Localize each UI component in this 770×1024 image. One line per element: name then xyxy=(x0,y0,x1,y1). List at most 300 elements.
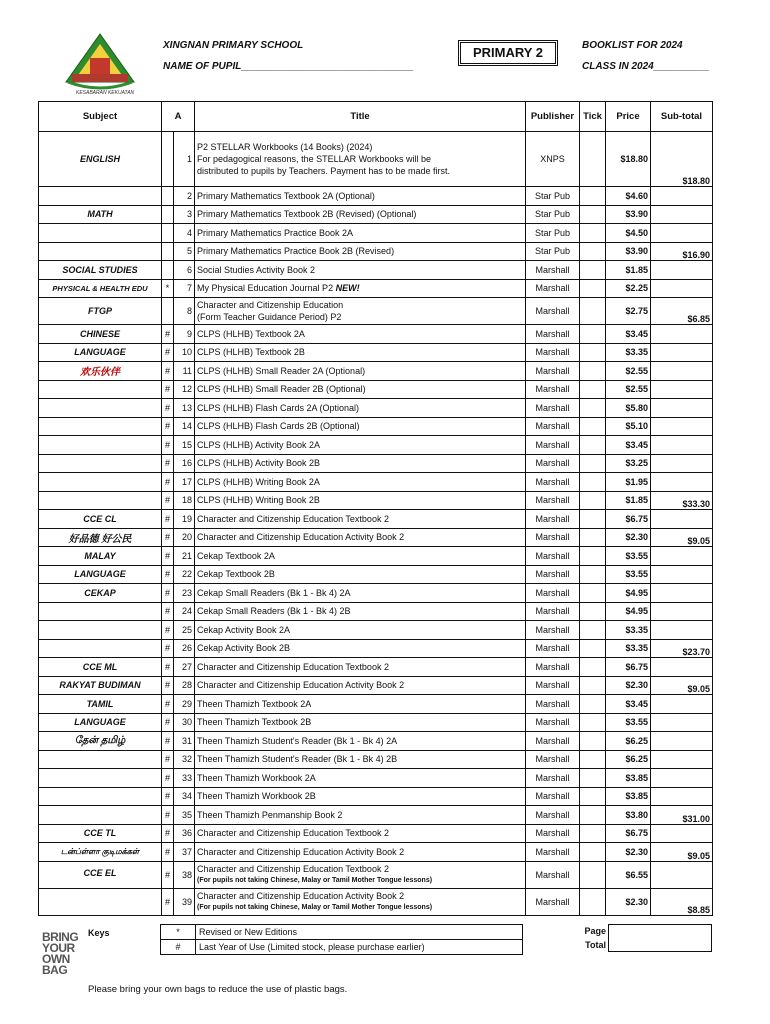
page-total-label xyxy=(578,924,606,952)
total-label: Total xyxy=(585,940,606,950)
row-number: 18 xyxy=(174,491,195,510)
tick-box[interactable] xyxy=(580,713,606,732)
row-title-line: distributed to pupils by Teachers. Payment has to be made first. xyxy=(197,166,450,176)
row-title xyxy=(195,298,526,325)
row-mark: # xyxy=(162,639,174,658)
subject-chinese: CHINESE xyxy=(39,325,162,344)
row-number: 25 xyxy=(174,621,195,640)
row-number: 16 xyxy=(174,454,195,473)
subtotal-cell xyxy=(651,473,713,492)
tick-box[interactable] xyxy=(580,132,606,187)
row-price: $2.75 xyxy=(606,298,651,325)
table-row xyxy=(39,769,713,788)
subject-cell xyxy=(39,491,162,510)
tick-box[interactable] xyxy=(580,436,606,455)
row-title: CLPS (HLHB) Small Reader 2B (Optional) xyxy=(195,380,526,399)
table-row xyxy=(39,399,713,418)
table-row xyxy=(39,861,713,888)
subtotal-cce-el: $8.85 xyxy=(651,888,713,915)
row-price: $6.55 xyxy=(606,861,651,888)
byob-line: BAG xyxy=(42,963,68,977)
byob-line: BRING xyxy=(42,930,79,944)
row-mark: # xyxy=(162,436,174,455)
row-publisher: Marshall xyxy=(526,824,580,843)
row-title: Theen Thamizh Textbook 2A xyxy=(195,695,526,714)
row-title-line: Character and Citizenship Education xyxy=(197,300,344,310)
subtotal-cell xyxy=(651,787,713,806)
row-title: CLPS (HLHB) Writing Book 2B xyxy=(195,491,526,510)
row-title xyxy=(195,132,526,187)
tick-box[interactable] xyxy=(580,205,606,224)
row-publisher: Marshall xyxy=(526,399,580,418)
subject-malay-line2: LANGUAGE xyxy=(39,565,162,584)
subject-cell xyxy=(39,187,162,206)
row-publisher: Marshall xyxy=(526,454,580,473)
subject-cce-tl: CCE TL xyxy=(39,824,162,843)
row-mark: # xyxy=(162,528,174,547)
table-row xyxy=(39,528,713,547)
table-row xyxy=(39,261,713,280)
key-symbol: # xyxy=(161,940,196,955)
row-price: $1.85 xyxy=(606,491,651,510)
row-mark xyxy=(162,224,174,243)
row-mark: # xyxy=(162,713,174,732)
row-price: $2.55 xyxy=(606,362,651,381)
row-price: $2.30 xyxy=(606,528,651,547)
row-title: Cekap Textbook 2B xyxy=(195,565,526,584)
subtotal-math: $16.90 xyxy=(651,242,713,261)
table-row xyxy=(39,187,713,206)
row-price: $1.95 xyxy=(606,473,651,492)
school-name: XINGNAN PRIMARY SCHOOL xyxy=(163,40,304,51)
row-number: 22 xyxy=(174,565,195,584)
row-publisher: Marshall xyxy=(526,547,580,566)
tick-box[interactable] xyxy=(580,473,606,492)
row-title: CLPS (HLHB) Textbook 2A xyxy=(195,325,526,344)
row-price: $2.30 xyxy=(606,676,651,695)
table-row xyxy=(39,824,713,843)
row-publisher: Marshall xyxy=(526,713,580,732)
row-publisher: Star Pub xyxy=(526,242,580,261)
keys-label: Keys xyxy=(88,928,110,938)
row-title-line: Character and Citizenship Education Activity Book 2 xyxy=(197,890,405,901)
subject-cell xyxy=(39,806,162,825)
row-price: $3.55 xyxy=(606,547,651,566)
table-row xyxy=(39,298,713,325)
row-mark: # xyxy=(162,602,174,621)
row-number: 20 xyxy=(174,528,195,547)
subject-tamil-line3: தேன் தமிழ் xyxy=(39,732,162,751)
row-price: $3.90 xyxy=(606,242,651,261)
row-title: CLPS (HLHB) Writing Book 2A xyxy=(195,473,526,492)
row-mark: # xyxy=(162,584,174,603)
tick-box[interactable] xyxy=(580,824,606,843)
tick-box[interactable] xyxy=(580,806,606,825)
row-publisher: Marshall xyxy=(526,602,580,621)
table-row xyxy=(39,491,713,510)
row-title: Character and Citizenship Education Textbook 2 xyxy=(195,658,526,677)
row-title: Cekap Textbook 2A xyxy=(195,547,526,566)
row-price: $4.60 xyxy=(606,187,651,206)
row-mark: # xyxy=(162,362,174,381)
tick-box[interactable] xyxy=(580,676,606,695)
tick-box[interactable] xyxy=(580,732,606,751)
row-number: 1 xyxy=(174,132,195,187)
subject-cell xyxy=(39,888,162,915)
tick-box[interactable] xyxy=(580,279,606,298)
subject-cell xyxy=(39,473,162,492)
row-mark xyxy=(162,298,174,325)
table-row xyxy=(39,695,713,714)
row-mark: # xyxy=(162,732,174,751)
subject-math: MATH xyxy=(39,205,162,224)
subtotal-chinese: $33.30 xyxy=(651,491,713,510)
row-number: 36 xyxy=(174,824,195,843)
row-price: $5.10 xyxy=(606,417,651,436)
table-row xyxy=(39,132,713,187)
tick-box[interactable] xyxy=(580,658,606,677)
row-publisher: Marshall xyxy=(526,888,580,915)
row-number: 14 xyxy=(174,417,195,436)
tick-box[interactable] xyxy=(580,399,606,418)
row-price: $2.30 xyxy=(606,888,651,915)
col-subject: Subject xyxy=(39,102,162,132)
table-row xyxy=(39,510,713,529)
table-row xyxy=(39,732,713,751)
subtotal-cell xyxy=(651,769,713,788)
subtotal-misc: $6.85 xyxy=(651,298,713,325)
subtotal-cell xyxy=(651,436,713,455)
subtotal-cell xyxy=(651,510,713,529)
row-price: $6.75 xyxy=(606,824,651,843)
table-row xyxy=(39,380,713,399)
tick-box[interactable] xyxy=(580,621,606,640)
row-number: 19 xyxy=(174,510,195,529)
table-row xyxy=(39,750,713,769)
subtotal-cce-ml: $9.05 xyxy=(651,676,713,695)
row-number: 7 xyxy=(174,279,195,298)
row-mark: # xyxy=(162,454,174,473)
tick-box[interactable] xyxy=(580,224,606,243)
row-number: 30 xyxy=(174,713,195,732)
row-price: $6.25 xyxy=(606,750,651,769)
school-motto: KESABARAN KEKUATAN xyxy=(76,90,135,96)
tick-box[interactable] xyxy=(580,528,606,547)
row-title-note: (For pupils not taking Chinese, Malay or Tamil Mother Tongue lessons) xyxy=(197,876,433,884)
row-publisher: Marshall xyxy=(526,380,580,399)
subject-chinese-line2: LANGUAGE xyxy=(39,343,162,362)
subtotal-cell xyxy=(651,417,713,436)
row-title: CLPS (HLHB) Small Reader 2A (Optional) xyxy=(195,362,526,381)
table-header-row xyxy=(39,102,713,132)
row-publisher: Star Pub xyxy=(526,224,580,243)
key-row xyxy=(161,925,523,940)
tick-box[interactable] xyxy=(580,343,606,362)
row-price: $2.55 xyxy=(606,380,651,399)
table-row xyxy=(39,843,713,862)
row-title xyxy=(195,888,526,915)
row-price: $1.85 xyxy=(606,261,651,280)
tick-box[interactable] xyxy=(580,584,606,603)
row-price: $2.30 xyxy=(606,843,651,862)
row-publisher: Marshall xyxy=(526,621,580,640)
subtotal-cell xyxy=(651,362,713,381)
byob-line: OWN xyxy=(42,952,70,966)
row-price: $3.85 xyxy=(606,787,651,806)
row-mark: # xyxy=(162,491,174,510)
subtotal-cell xyxy=(651,658,713,677)
row-price: $5.80 xyxy=(606,399,651,418)
row-number: 2 xyxy=(174,187,195,206)
row-title: Theen Thamizh Penmanship Book 2 xyxy=(195,806,526,825)
table-row xyxy=(39,547,713,566)
tick-box[interactable] xyxy=(580,454,606,473)
subtotal-cell xyxy=(651,261,713,280)
row-mark: # xyxy=(162,750,174,769)
subject-cell xyxy=(39,399,162,418)
row-title: CLPS (HLHB) Flash Cards 2B (Optional) xyxy=(195,417,526,436)
row-mark: # xyxy=(162,787,174,806)
table-row xyxy=(39,584,713,603)
school-logo xyxy=(60,32,140,94)
subtotal-cell xyxy=(651,584,713,603)
tick-box[interactable] xyxy=(580,261,606,280)
tick-box[interactable] xyxy=(580,888,606,915)
table-row xyxy=(39,436,713,455)
row-publisher: Marshall xyxy=(526,750,580,769)
subject-cell xyxy=(39,602,162,621)
table-row xyxy=(39,713,713,732)
key-row xyxy=(161,940,523,955)
tick-box[interactable] xyxy=(580,750,606,769)
byob-logo xyxy=(42,932,86,990)
row-mark: # xyxy=(162,380,174,399)
row-title: Theen Thamizh Workbook 2B xyxy=(195,787,526,806)
row-price: $3.45 xyxy=(606,695,651,714)
tick-box[interactable] xyxy=(580,695,606,714)
row-price: $6.75 xyxy=(606,658,651,677)
tick-box[interactable] xyxy=(580,547,606,566)
subject-cell xyxy=(39,454,162,473)
row-publisher: Star Pub xyxy=(526,187,580,206)
row-number: 29 xyxy=(174,695,195,714)
subject-cell xyxy=(39,621,162,640)
table-row xyxy=(39,639,713,658)
subtotal-cell xyxy=(651,547,713,566)
row-number: 11 xyxy=(174,362,195,381)
tick-box[interactable] xyxy=(580,325,606,344)
tick-box[interactable] xyxy=(580,769,606,788)
row-price: $6.25 xyxy=(606,732,651,751)
subject-tamil-line2: LANGUAGE xyxy=(39,713,162,732)
row-title xyxy=(195,861,526,888)
subtotal-malay: $23.70 xyxy=(651,639,713,658)
subject-cce-cl: CCE CL xyxy=(39,510,162,529)
row-title: Primary Mathematics Textbook 2B (Revised) (Optional) xyxy=(195,205,526,224)
table-row xyxy=(39,787,713,806)
row-publisher: XNPS xyxy=(526,132,580,187)
row-price: $2.25 xyxy=(606,279,651,298)
subject-cce-cl-line2: 好品德 好公民 xyxy=(39,528,162,547)
subtotal-cell xyxy=(651,380,713,399)
row-title: Primary Mathematics Practice Book 2B (Revised) xyxy=(195,242,526,261)
row-publisher: Marshall xyxy=(526,584,580,603)
tick-box[interactable] xyxy=(580,417,606,436)
subtotal-cell xyxy=(651,861,713,888)
tick-box[interactable] xyxy=(580,787,606,806)
row-price: $4.95 xyxy=(606,584,651,603)
tick-box[interactable] xyxy=(580,362,606,381)
class-field[interactable]: CLASS IN 2024__________ xyxy=(582,61,710,72)
row-title: Theen Thamizh Workbook 2A xyxy=(195,769,526,788)
subject-cell xyxy=(39,224,162,243)
new-badge: NEW! xyxy=(335,283,360,294)
row-number: 24 xyxy=(174,602,195,621)
table-row xyxy=(39,621,713,640)
row-publisher: Marshall xyxy=(526,473,580,492)
row-price: $3.35 xyxy=(606,639,651,658)
row-publisher: Marshall xyxy=(526,806,580,825)
row-mark: # xyxy=(162,658,174,677)
subject-cell xyxy=(39,417,162,436)
table-row xyxy=(39,417,713,436)
tick-box[interactable] xyxy=(580,491,606,510)
tick-box[interactable] xyxy=(580,298,606,325)
tick-box[interactable] xyxy=(580,639,606,658)
row-title: CLPS (HLHB) Textbook 2B xyxy=(195,343,526,362)
booklist-title: BOOKLIST FOR 2024 xyxy=(582,40,683,51)
col-publisher: Publisher xyxy=(526,102,580,132)
table-row xyxy=(39,242,713,261)
tick-box[interactable] xyxy=(580,565,606,584)
row-number: 5 xyxy=(174,242,195,261)
row-price: $4.50 xyxy=(606,224,651,243)
row-publisher: Marshall xyxy=(526,510,580,529)
table-row xyxy=(39,806,713,825)
subtotal-cce-cl: $9.05 xyxy=(651,528,713,547)
row-mark: # xyxy=(162,343,174,362)
row-mark: # xyxy=(162,695,174,714)
subtotal-cell xyxy=(651,713,713,732)
row-mark: # xyxy=(162,824,174,843)
row-publisher: Marshall xyxy=(526,676,580,695)
row-publisher: Marshall xyxy=(526,279,580,298)
row-publisher: Marshall xyxy=(526,325,580,344)
subtotal-cell xyxy=(651,732,713,751)
row-price: $3.85 xyxy=(606,769,651,788)
row-price: $3.25 xyxy=(606,454,651,473)
tick-box[interactable] xyxy=(580,843,606,862)
row-publisher: Marshall xyxy=(526,261,580,280)
row-mark xyxy=(162,132,174,187)
subject-cell xyxy=(39,436,162,455)
subtotal-cell xyxy=(651,824,713,843)
row-price: $3.45 xyxy=(606,436,651,455)
row-title: Social Studies Activity Book 2 xyxy=(195,261,526,280)
row-number: 8 xyxy=(174,298,195,325)
row-publisher: Marshall xyxy=(526,343,580,362)
row-price: $3.80 xyxy=(606,806,651,825)
row-title-line: (Form Teacher Guidance Period) P2 xyxy=(197,312,342,322)
page-total-box[interactable] xyxy=(608,924,712,952)
row-mark: # xyxy=(162,510,174,529)
row-publisher: Marshall xyxy=(526,491,580,510)
row-number: 13 xyxy=(174,399,195,418)
tick-box[interactable] xyxy=(580,242,606,261)
row-number: 4 xyxy=(174,224,195,243)
row-title: Character and Citizenship Education Textbook 2 xyxy=(195,510,526,529)
table-row xyxy=(39,279,713,298)
row-title-line: Character and Citizenship Education Textbook 2 xyxy=(197,863,389,874)
tick-box[interactable] xyxy=(580,510,606,529)
row-mark: # xyxy=(162,806,174,825)
subject-cell xyxy=(39,242,162,261)
row-number: 34 xyxy=(174,787,195,806)
subtotal-english: $18.80 xyxy=(651,132,713,187)
row-title: Cekap Activity Book 2A xyxy=(195,621,526,640)
row-mark: # xyxy=(162,547,174,566)
row-publisher: Marshall xyxy=(526,362,580,381)
row-number: 21 xyxy=(174,547,195,566)
row-mark: # xyxy=(162,417,174,436)
row-title: Cekap Activity Book 2B xyxy=(195,639,526,658)
row-number: 39 xyxy=(174,888,195,915)
row-mark: # xyxy=(162,861,174,888)
row-title: CLPS (HLHB) Activity Book 2A xyxy=(195,436,526,455)
row-title: CLPS (HLHB) Flash Cards 2A (Optional) xyxy=(195,399,526,418)
tick-box[interactable] xyxy=(580,602,606,621)
col-a: A xyxy=(162,102,195,132)
bag-note: Please bring your own bags to reduce the use of plastic bags. xyxy=(88,984,348,995)
row-number: 6 xyxy=(174,261,195,280)
subtotal-cell xyxy=(651,565,713,584)
subject-cell xyxy=(39,769,162,788)
row-title: CLPS (HLHB) Activity Book 2B xyxy=(195,454,526,473)
table-row xyxy=(39,205,713,224)
subject-ftgp: FTGP xyxy=(39,298,162,325)
subtotal-cell xyxy=(651,454,713,473)
row-title: Theen Thamizh Student's Reader (Bk 1 - Bk 4) 2B xyxy=(195,750,526,769)
row-title-text: My Physical Education Journal P2 xyxy=(197,283,334,294)
row-title-line: For pedagogical reasons, the STELLAR Workbooks will be xyxy=(197,154,431,164)
table-row xyxy=(39,224,713,243)
table-row xyxy=(39,602,713,621)
tick-box[interactable] xyxy=(580,380,606,399)
row-publisher: Marshall xyxy=(526,658,580,677)
booklist-table xyxy=(38,101,713,916)
tick-box[interactable] xyxy=(580,861,606,888)
byob-line: YOUR xyxy=(42,941,75,955)
key-text: Revised or New Editions xyxy=(196,925,523,940)
subject-cell xyxy=(39,750,162,769)
subtotal-tamil: $31.00 xyxy=(651,806,713,825)
row-title-note: (For pupils not taking Chinese, Malay or Tamil Mother Tongue lessons) xyxy=(197,903,433,911)
table-row xyxy=(39,565,713,584)
row-title: Primary Mathematics Practice Book 2A xyxy=(195,224,526,243)
row-number: 35 xyxy=(174,806,195,825)
row-mark: # xyxy=(162,473,174,492)
table-row xyxy=(39,888,713,915)
row-price: $6.75 xyxy=(606,510,651,529)
row-price: $3.45 xyxy=(606,325,651,344)
row-mark: # xyxy=(162,565,174,584)
row-publisher: Marshall xyxy=(526,787,580,806)
row-price: $18.80 xyxy=(606,132,651,187)
tick-box[interactable] xyxy=(580,187,606,206)
subject-phe: PHYSICAL & HEALTH EDU xyxy=(39,279,162,298)
pupil-name-field[interactable]: NAME OF PUPIL_______________________________ xyxy=(163,61,414,72)
subtotal-cce-tl: $9.05 xyxy=(651,843,713,862)
